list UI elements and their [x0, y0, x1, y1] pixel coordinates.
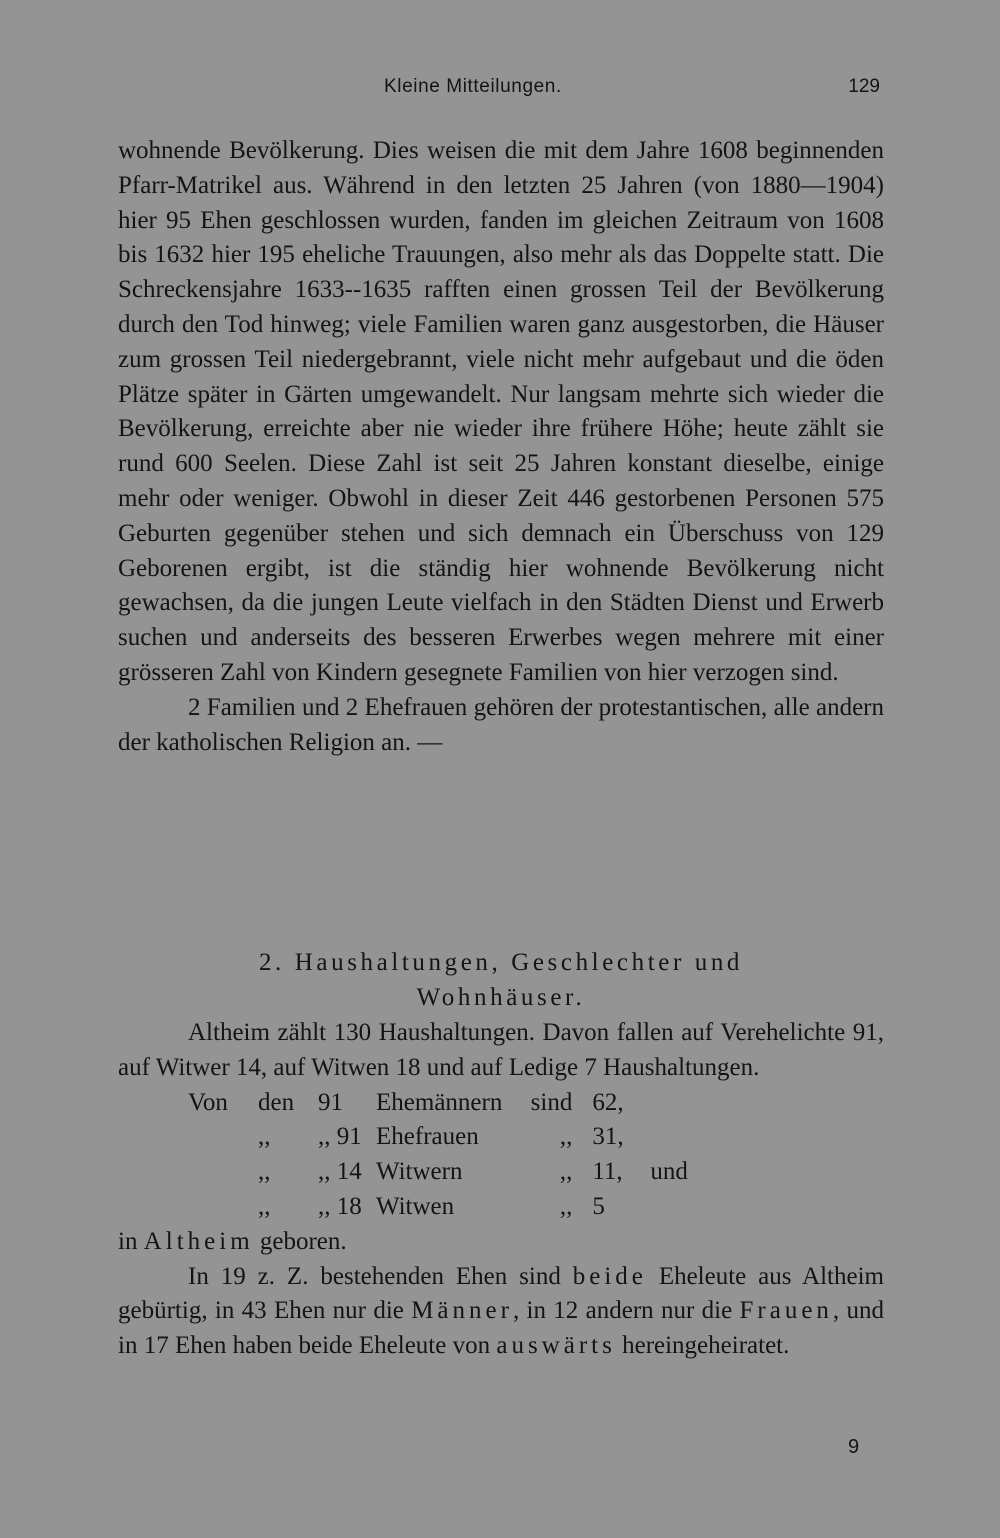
body-text-block: [118, 134, 884, 760]
table-cell: 5: [592, 1192, 605, 1220]
born-line-place: Altheim: [143, 1227, 254, 1255]
table-cell: [638, 1120, 688, 1155]
table-cell: 91: [318, 1088, 343, 1116]
table-row: [188, 1086, 688, 1121]
table-cell: Ehefrauen: [376, 1123, 479, 1151]
running-title: Kleine Mitteilungen.: [384, 76, 562, 97]
paragraph-4-text: In 19 z. Z. bestehenden Ehen sind: [188, 1262, 561, 1290]
table-cell: ,, 18: [318, 1192, 362, 1220]
table-row: [188, 1120, 688, 1155]
table-cell: Von: [188, 1088, 228, 1116]
table-cell: ,,: [559, 1123, 573, 1151]
section-heading-line-1: 2. Haushaltungen, Geschlechter und: [258, 949, 744, 976]
paragraph-4-text: , in 12 andern nur die: [512, 1297, 733, 1325]
emphasis-frauen: Frauen: [739, 1297, 833, 1325]
table-cell: ,,: [258, 1158, 271, 1186]
paragraph-4-text: , und in 17 Ehen haben beide Eheleute von: [118, 1297, 884, 1360]
table-cell: Witwen: [376, 1192, 455, 1220]
table-cell: [188, 1155, 258, 1190]
table-cell: ,,: [258, 1123, 271, 1151]
table-cell: Witwern: [376, 1158, 463, 1186]
emphasis-beide: beide: [572, 1262, 647, 1290]
paragraph-4: [118, 1260, 884, 1364]
paragraph-4-text: hereingeheiratet.: [622, 1332, 790, 1360]
emphasis-maenner: Männer: [411, 1297, 513, 1325]
table-cell: [638, 1190, 688, 1225]
table-cell: [638, 1086, 688, 1121]
statistics-table-wrapper: [118, 1086, 884, 1225]
table-cell: ,, 14: [318, 1158, 362, 1186]
table-cell: Ehemännern: [376, 1088, 503, 1116]
paragraph-3: Altheim zählt 130 Haushaltungen. Davon fallen auf Verehelichte 91, auf Witwer 14, auf Witwen 18 und auf Ledige 7 Haushaltungen.: [118, 1019, 884, 1081]
table-cell: 31,: [592, 1123, 624, 1151]
born-line-prefix: in: [118, 1227, 138, 1255]
table-cell: und: [650, 1158, 688, 1186]
table-row: [188, 1155, 688, 1190]
table-cell: den: [258, 1088, 295, 1116]
signature-mark: 9: [848, 1436, 860, 1458]
born-line: [118, 1225, 884, 1260]
table-row: [188, 1190, 688, 1225]
table-cell: ,,: [559, 1158, 573, 1186]
table-cell: ,,: [559, 1192, 573, 1220]
table-cell: 11,: [592, 1158, 623, 1186]
table-cell: ,, 91: [318, 1123, 362, 1151]
table-cell: [188, 1120, 258, 1155]
section-heading: [118, 946, 884, 1016]
table-cell: ,,: [258, 1192, 271, 1220]
table-cell: 62,: [592, 1088, 624, 1116]
paragraph-2: 2 Familien und 2 Ehefrauen gehören der protestantischen, alle andern der katholischen Religion an. —: [118, 693, 884, 756]
born-line-suffix: geboren.: [259, 1227, 347, 1255]
section-heading-line-2: Wohnhäuser.: [416, 983, 586, 1011]
emphasis-auswaerts: auswärts: [496, 1332, 616, 1360]
section-text-block: [118, 1016, 884, 1364]
table-cell: sind: [530, 1088, 573, 1116]
table-cell: [188, 1190, 258, 1225]
page-number: 129: [848, 76, 880, 97]
paragraph-1: wohnende Bevölkerung. Dies weisen die mit dem Jahre 1608 beginnenden Pfarr-Matrikel aus. Während in den letzten 25 Jahren (von 1880—1904) hier 95 Ehen geschlossen wurden, fanden im gleichen Zeitraum von 1608 bis 1632 hier 195 eheliche Trauungen, also mehr als das Doppelte statt. Die Schreckensjahre 1633--1635 rafften einen grossen Teil der Bevölkerung durch den Tod hinweg; viele Familien waren ganz ausgestorben, die Häuser zum grossen Teil niedergebrannt, viele nicht mehr aufgebaut und die öden Plätze später in Gärten umgewandelt. Nur langsam mehrte sich wieder die Bevölkerung, erreichte aber nie wieder ihre frühere Höhe; heute zählt sie rund 600 Seelen. Diese Zahl ist seit 25 Jahren konstant dieselbe, einige mehr oder weniger. Obwohl in dieser Zeit 446 gestorbenen Personen 575 Geburten gegenüber stehen und sich demnach ein Überschuss von 129 Geborenen ergibt, ist die ständig hier wohnende Bevölkerung nicht gewachsen, da die jungen Leute vielfach in den Städten Dienst und Erwerb suchen und anderseits des besseren Erwerbes wegen mehrere mit einer grösseren Zahl von Kindern gesegnete Familien von hier verzogen sind.: [118, 137, 884, 686]
paragraph-4-text: Eheleute aus Altheim gebürtig, in 43 Ehen nur die: [118, 1262, 884, 1325]
statistics-table: [188, 1086, 688, 1225]
